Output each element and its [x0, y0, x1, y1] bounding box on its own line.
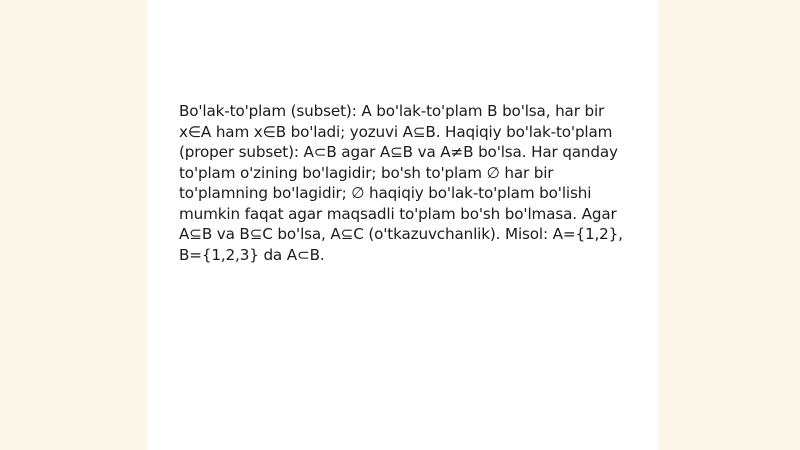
document-page [148, 0, 658, 450]
subset-definition-paragraph: Bo'lak-to'plam (subset): A bo'lak-to'plam B bo'lsa, har bir x∈A ham x∈B bo'ladi; yozuvi A⊆B. Haqiqiy bo'lak-to'plam (proper subset): A⊂B agar A⊆B va A≠B bo'lsa. Har qanday to'plam o'zining bo'lagidir; bo'sh to'plam ∅ har bir to'plamning bo'lagidir; ∅ haqiqiy bo'lak-to'plam bo'lishi mumkin faqat agar maqsadli to'plam bo'sh bo'lmasa. Agar A⊆B va B⊆C bo'lsa, A⊆C (o'tkazuvchanlik). Misol: A={1,2}, B={1,2,3} da A⊂B. [179, 102, 623, 264]
